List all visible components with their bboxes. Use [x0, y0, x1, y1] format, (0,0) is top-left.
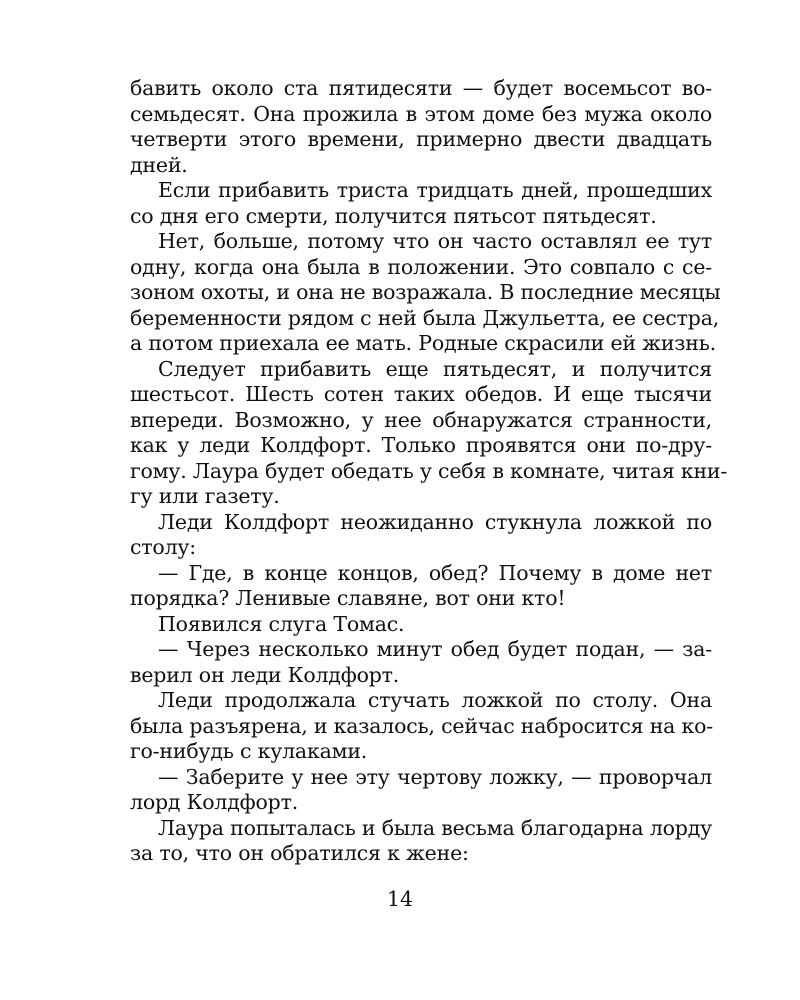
text-line: со дня его смерти, получится пятьсот пятьдесят. [130, 203, 657, 228]
dialogue-line: — Где, в конце концов, обед? Почему в доме нет [158, 560, 712, 585]
text-line: гу или газету. [130, 484, 280, 508]
text-line: как у леди Колдфорт. Только проявятся они по-дру- [130, 433, 712, 457]
paragraph-first-line: Лаура попыталась и была весьма благодарна лорду [158, 815, 712, 840]
dialogue-line: — Через несколько минут обед будет подан, — за- [158, 637, 712, 661]
text-line: столу: [130, 535, 196, 559]
text-line: шестьсот. Шесть сотен таких обедов. И еще тысячи [130, 382, 712, 406]
text-line: за то, что он обратился к жене: [130, 841, 469, 865]
text-line: верил он леди Колдфорт. [130, 662, 400, 687]
text-line: зоном охоты, и она не возражала. В последние месяцы [130, 280, 721, 304]
text-line: одну, когда она была в положении. Это совпало с се- [130, 254, 712, 279]
page-text [130, 76, 728, 867]
text-line: го-нибудь с кулаками. [130, 739, 368, 763]
paragraph-first-line: Леди продолжала стучать ложкой по столу. Она [158, 688, 712, 712]
paragraph-first-line: Появился слуга Томас. [158, 611, 405, 636]
text-line: беременности рядом с ней была Джульетта, ее сестра, [130, 305, 720, 330]
text-line: порядка? Ленивые славяне, вот они кто! [130, 586, 566, 610]
text-line: а потом приехала ее мать. Родные скрасили ей жизнь. [130, 331, 717, 355]
text-line: четверти этого времени, примерно двести двадцать [130, 127, 712, 151]
text-line: дней. [130, 152, 188, 177]
text-line: гому. Лаура будет обедать у себя в комнате, читая кни- [130, 458, 728, 483]
paragraph-first-line: Нет, больше, потому что он часто оставлял ее тут [158, 229, 712, 253]
text-line: впереди. Возможно, у нее обнаружатся странности, [130, 407, 712, 432]
text-line: бавить около ста пятидесяти — будет восемьсот во- [130, 76, 712, 100]
text-line: лорд Колдфорт. [130, 790, 299, 814]
text-line: семьдесят. Она прожила в этом доме без мужа около [130, 101, 712, 126]
paragraph-first-line: Следует прибавить еще пятьдесят, и получится [158, 356, 712, 381]
page-number: 14 [386, 887, 414, 911]
text-line: была разъярена, и казалось, сейчас набросится на ко- [130, 713, 713, 738]
paragraph-first-line: Леди Колдфорт неожиданно стукнула ложкой по [158, 509, 712, 534]
paragraph-first-line: Если прибавить триста тридцать дней, прошедших [158, 178, 712, 202]
dialogue-line: — Заберите у нее эту чертову ложку, — проворчал [158, 764, 712, 789]
